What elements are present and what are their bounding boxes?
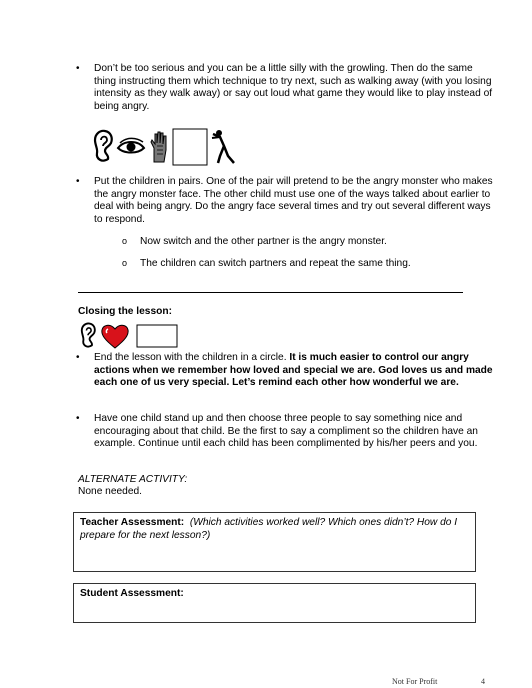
closing-heading: Closing the lesson: bbox=[78, 306, 172, 317]
bullet-bold-text: It is much easier to control our angry actions when we remember how loved and special we are. God loves us and made each one of us very special. Let’s remind each other how wonderful we are. bbox=[94, 352, 493, 388]
hand-icon bbox=[148, 130, 170, 169]
bullet-marker: • bbox=[76, 176, 80, 187]
bullet-marker: • bbox=[76, 413, 80, 424]
student-assessment-label: Student Assessment: bbox=[80, 588, 184, 599]
bullet-marker: • bbox=[76, 63, 80, 74]
heart-icon bbox=[100, 323, 130, 354]
sub-bullet-item bbox=[122, 257, 411, 271]
footer-text: Not For Profit bbox=[392, 677, 438, 686]
section-divider bbox=[78, 292, 463, 293]
bullet-marker: • bbox=[76, 352, 80, 363]
eye-icon bbox=[116, 136, 146, 163]
activity-icons-row bbox=[92, 128, 242, 171]
empty-square-icon bbox=[172, 128, 208, 171]
bullet-text: Don’t be too serious and you can be a little silly with the growling. Then do the same thing instructing them which technique to try next, such as walking away (with you losing intensity as they walk away) or say out loud what game they would like to play instead of being angry. bbox=[94, 63, 493, 112]
bullet-item bbox=[76, 63, 496, 113]
alternate-activity-label: ALTERNATE ACTIVITY: bbox=[78, 474, 188, 485]
student-assessment-text bbox=[80, 588, 469, 601]
empty-rectangle-icon bbox=[136, 324, 178, 353]
ear-icon bbox=[78, 322, 98, 355]
teacher-assessment-box[interactable] bbox=[73, 512, 476, 572]
teacher-assessment-text bbox=[80, 517, 469, 542]
closing-icons-row bbox=[78, 322, 180, 355]
bullet-item bbox=[76, 176, 496, 226]
teacher-assessment-prompt: (Which activities worked well? Which ones didn’t? How do I prepare for the next lesson?) bbox=[80, 517, 458, 541]
teacher-assessment-label: Teacher Assessment: bbox=[80, 517, 185, 528]
bullet-item bbox=[76, 352, 496, 390]
bullet-text: Have one child stand up and then choose three people to say something nice and encouraging about that child. Be the first to say a compliment so the children have an example. Continue until each child has been complimented by his/her peers and you. bbox=[94, 413, 478, 449]
sub-bullet-marker: o bbox=[122, 258, 128, 268]
sub-bullet-item bbox=[122, 235, 387, 249]
bullet-item bbox=[76, 413, 496, 451]
student-assessment-box[interactable] bbox=[73, 583, 476, 623]
alternate-activity-value: None needed. bbox=[78, 486, 143, 497]
bullet-text bbox=[94, 352, 496, 390]
stretching-figure-icon bbox=[210, 128, 240, 171]
sub-bullet-marker: o bbox=[122, 236, 128, 246]
sub-bullet-text: Now switch and the other partner is the angry monster. bbox=[140, 236, 387, 247]
bullet-plain-text: End the lesson with the children in a circle. bbox=[94, 352, 290, 363]
page-number: 4 bbox=[481, 677, 485, 686]
sub-bullet-text: The children can switch partners and repeat the same thing. bbox=[140, 258, 411, 269]
bullet-text: Put the children in pairs. One of the pair will pretend to be the angry monster who makes the angry monster face. The other child must use one of the ways talked about earlier to deal with being angry. Do the angry face several times and try out several different ways to respond. bbox=[94, 176, 493, 225]
ear-icon bbox=[92, 129, 114, 170]
